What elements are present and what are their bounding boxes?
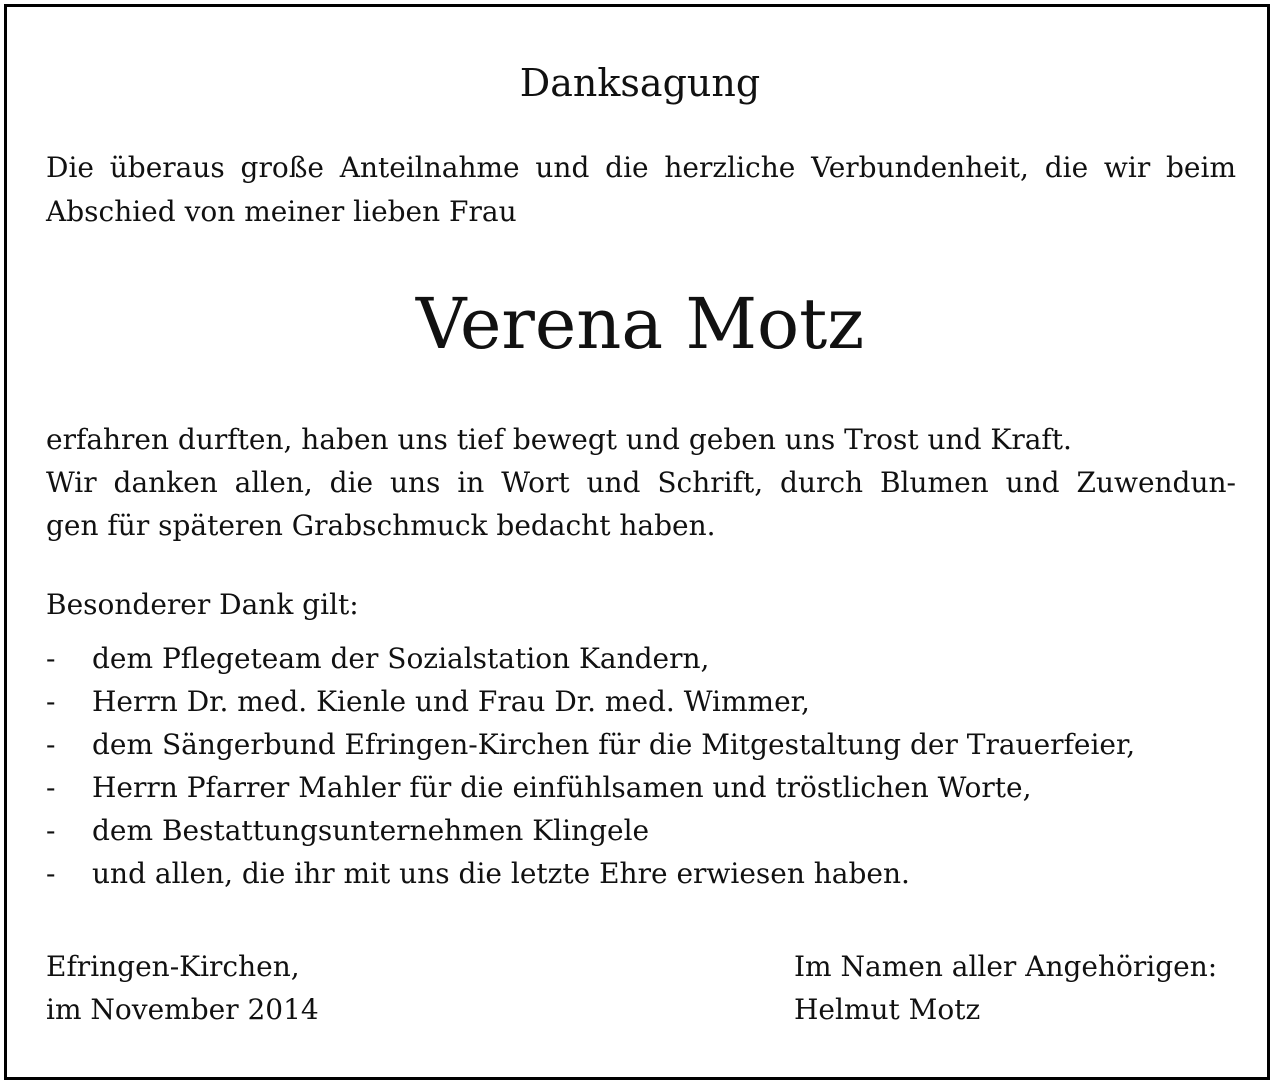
body-line-1: erfahren durften, haben uns tief bewegt und geben uns Trost und Kraft. <box>46 423 1072 456</box>
thanks-item <box>46 811 649 851</box>
bullet-dash: - <box>46 814 56 847</box>
bullet-dash: - <box>46 728 56 761</box>
date: im November 2014 <box>46 993 319 1026</box>
intro-line-2: Abschied von meiner lieben Frau <box>46 195 517 228</box>
bullet-dash: - <box>46 857 56 890</box>
thanks-item <box>46 682 810 722</box>
signature-label: Im Namen aller Angehörigen: <box>794 950 1218 983</box>
thanks-heading: Besonderer Dank gilt: <box>46 588 359 621</box>
notice-title: Danksagung <box>519 61 761 105</box>
thanks-item-text: dem Pflegeteam der Sozialstation Kandern, <box>92 642 710 675</box>
bullet-dash: - <box>46 771 56 804</box>
thanks-item-text: dem Sängerbund Efringen-Kirchen für die Mitgestaltung der Trauerfeier, <box>92 728 1136 761</box>
thanks-item <box>46 768 1032 808</box>
intro-line-1: Die überaus große Anteilnahme und die herzliche Verbundenheit, die wir beim <box>46 151 1236 184</box>
thanks-item <box>46 725 1135 765</box>
thanks-item-text: und allen, die ihr mit uns die letzte Ehre erwiesen haben. <box>92 857 910 890</box>
body-line-2: Wir danken allen, die uns in Wort und Schrift, durch Blumen und Zuwendun- <box>46 466 1236 499</box>
thanks-item <box>46 639 709 679</box>
place: Efringen-Kirchen, <box>46 950 300 983</box>
bullet-dash: - <box>46 642 56 675</box>
thanks-item-text: Herrn Pfarrer Mahler für die einfühlsamen und tröstlichen Worte, <box>92 771 1032 804</box>
deceased-name: Verena Motz <box>415 283 865 365</box>
thanks-item-text: Herrn Dr. med. Kienle und Frau Dr. med. Wimmer, <box>92 685 810 718</box>
signature-name: Helmut Motz <box>794 993 981 1026</box>
body-line-3: gen für späteren Grabschmuck bedacht haben. <box>46 509 716 542</box>
bullet-dash: - <box>46 685 56 718</box>
thanks-item <box>46 854 910 894</box>
thanks-item-text: dem Bestattungsunternehmen Klingele <box>92 814 650 847</box>
